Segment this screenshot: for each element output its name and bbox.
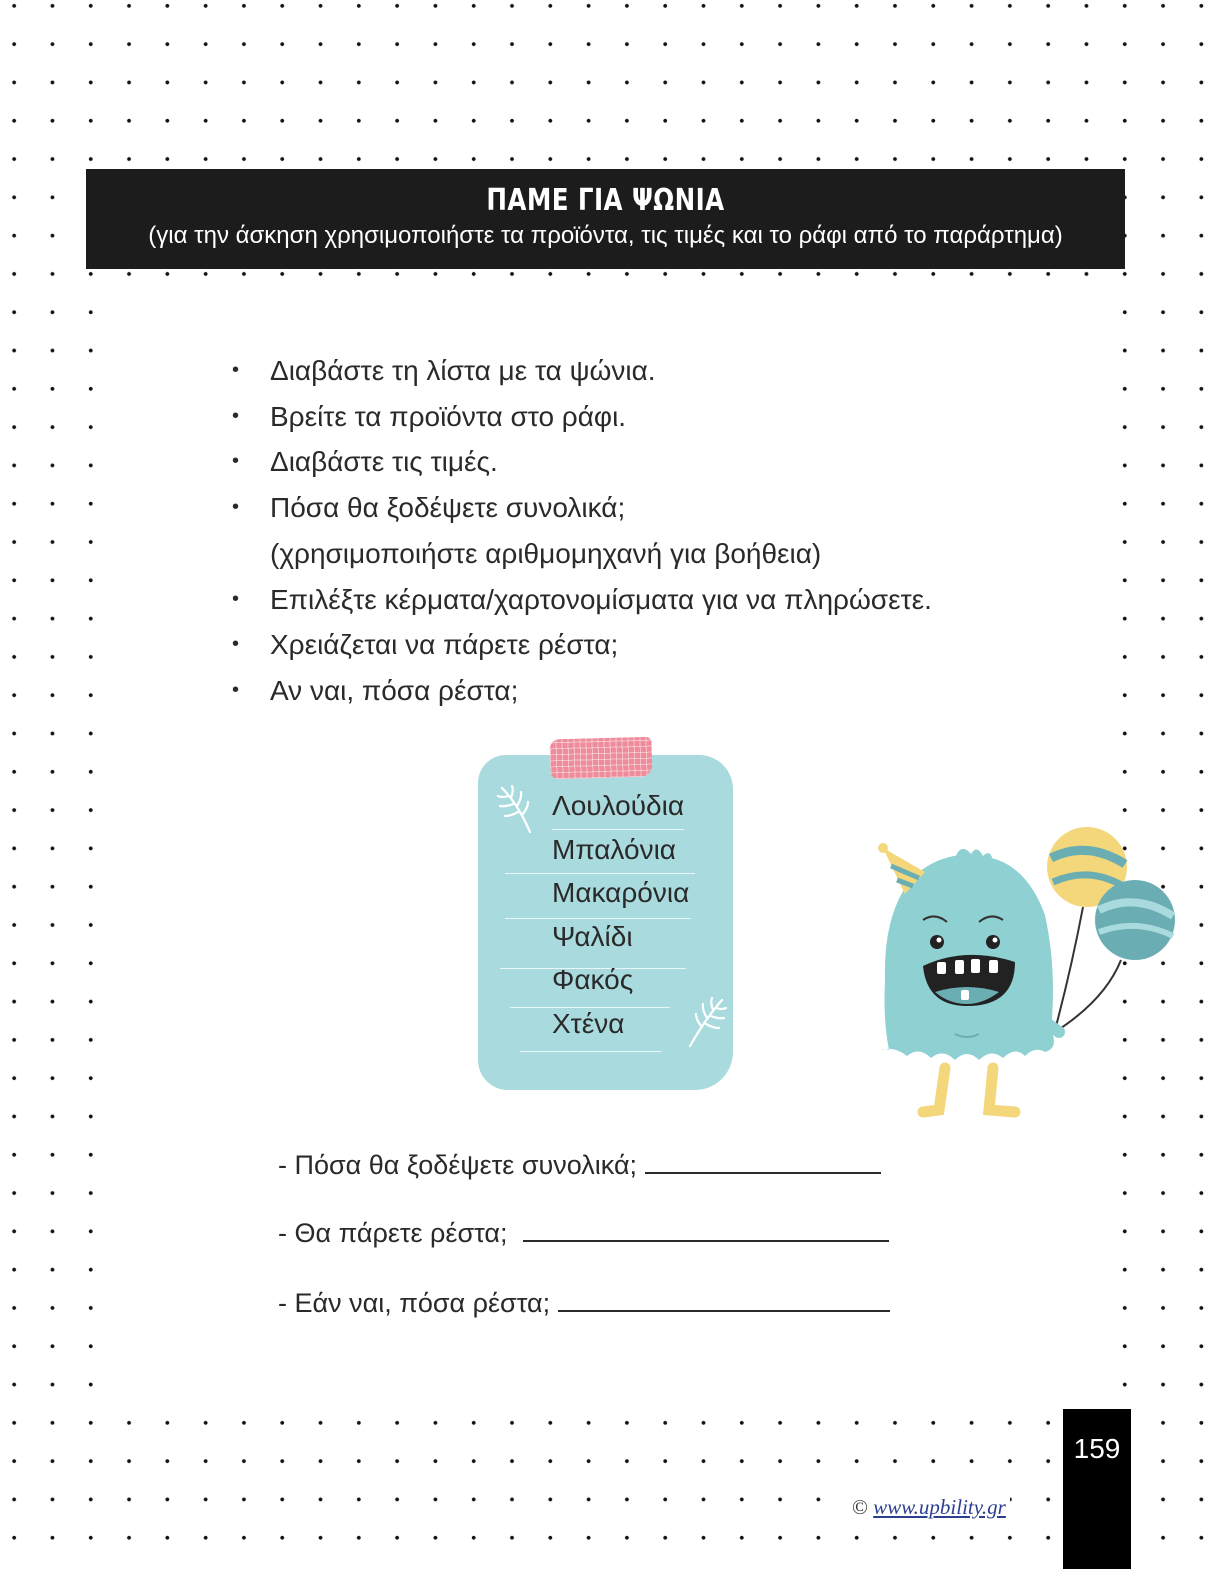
bullet: • xyxy=(232,359,240,381)
instruction-item xyxy=(230,485,1030,576)
leaf-icon xyxy=(684,996,728,1050)
instruction-text: Πόσα θα ξοδέψετε συνολικά; xyxy=(270,492,626,524)
instruction-text: Διαβάστε τη λίστα με τα ψώνια. xyxy=(270,355,656,386)
bullet: • xyxy=(232,587,240,610)
page-title: ΠΑΜΕ ΓΙΑ ΨΩΝΙΑ xyxy=(486,183,725,218)
shopping-list-item: Μακαρόνια xyxy=(552,877,690,909)
instruction-continuation: (χρησιμοποιήστε αριθμομηχανή για βοήθεια) xyxy=(270,537,822,569)
page-number: 159 xyxy=(1073,1433,1121,1464)
instruction-text: Αν ναι, πόσα ρέστα; xyxy=(270,674,519,706)
answer-line xyxy=(523,1216,889,1242)
shopping-list-item: Μπαλόνια xyxy=(552,833,676,865)
question-text: - Θα πάρετε ρέστα; xyxy=(278,1218,508,1248)
page-subtitle: (για την άσκηση χρησιμοποιήστε τα προϊόντα, τις τιμές και το ράφι από το παράρτημα) xyxy=(148,222,1063,249)
shopping-list xyxy=(552,786,689,1048)
leaf-icon xyxy=(496,784,536,836)
instructions-list xyxy=(230,348,1030,714)
answer-line xyxy=(558,1286,890,1312)
answer-line xyxy=(645,1148,881,1174)
instruction-text: Βρείτε τα προϊόντα στο ράφι. xyxy=(270,400,627,432)
bullet: • xyxy=(232,404,240,427)
page-number-tab xyxy=(1063,1409,1131,1569)
instruction-text: Επιλέξτε κέρματα/χαρτονομίσματα για να πληρώσετε. xyxy=(270,583,932,615)
monster-illustration-icon xyxy=(875,820,1180,1120)
tape-icon xyxy=(549,737,652,780)
question-total-spend xyxy=(278,1148,881,1181)
shopping-list-item: Λουλούδια xyxy=(552,790,685,821)
shopping-list-item: Φακός xyxy=(552,964,634,996)
shopping-list-item: Ψαλίδι xyxy=(552,920,633,952)
instruction-item xyxy=(230,622,1030,668)
note-line xyxy=(520,1051,662,1052)
website-link[interactable]: www.upbility.gr xyxy=(873,1495,1006,1519)
footer xyxy=(848,1495,1010,1520)
question-text: - Εάν ναι, πόσα ρέστα; xyxy=(278,1288,551,1318)
question-change-amount xyxy=(278,1286,890,1319)
instruction-item xyxy=(230,394,1030,440)
bullet: • xyxy=(232,633,240,656)
instruction-text: Χρειάζεται να πάρετε ρέστα; xyxy=(270,629,619,661)
instruction-text: Διαβάστε τις τιμές. xyxy=(270,446,498,478)
question-text: - Πόσα θα ξοδέψετε συνολικά; xyxy=(278,1150,638,1180)
bullet: • xyxy=(232,450,240,473)
instruction-item xyxy=(230,439,1030,485)
instruction-item xyxy=(230,348,1030,394)
header-bar xyxy=(86,169,1125,269)
question-change xyxy=(278,1216,889,1249)
copyright-icon: © xyxy=(852,1495,868,1519)
instruction-item xyxy=(230,577,1030,623)
instruction-item xyxy=(230,668,1030,714)
bullet: • xyxy=(232,496,240,519)
shopping-list-item: Χτένα xyxy=(552,1007,625,1039)
bullet: • xyxy=(232,678,240,701)
